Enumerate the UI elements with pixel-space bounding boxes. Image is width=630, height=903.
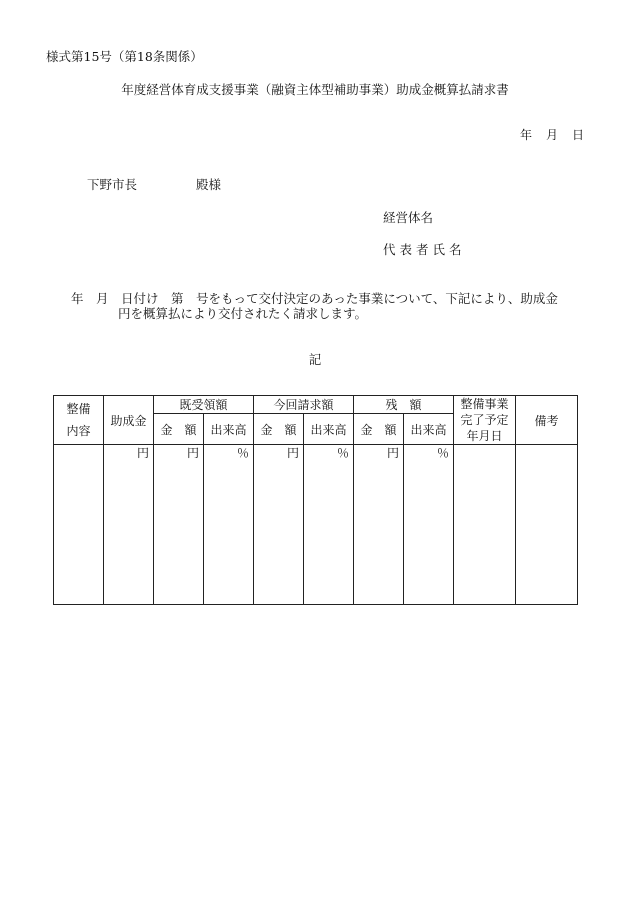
date-day: 日 bbox=[572, 128, 585, 142]
header-content-line2: 内容 bbox=[66, 424, 91, 438]
cell-remaining-completion: ％ bbox=[404, 445, 454, 605]
subheader-remaining-amount: 金 額 bbox=[354, 414, 404, 445]
header-content bbox=[54, 396, 104, 445]
addressee: 下野市長 bbox=[87, 177, 138, 192]
subheader-remaining-completion: 出来高 bbox=[404, 414, 454, 445]
cell-current-completion: ％ bbox=[304, 445, 354, 605]
ki-heading: 記 bbox=[308, 352, 322, 367]
header-completion-line3: 年月日 bbox=[466, 429, 503, 443]
subheader-received-amount: 金 額 bbox=[154, 414, 204, 445]
form-number: 様式第15号（第18条関係） bbox=[46, 49, 203, 64]
subheader-current-completion: 出来高 bbox=[304, 414, 354, 445]
subheader-current-amount: 金 額 bbox=[254, 414, 304, 445]
representative-label: 代表者氏名 bbox=[383, 242, 466, 257]
cell-content bbox=[54, 445, 104, 605]
cell-received-completion: ％ bbox=[204, 445, 254, 605]
date-month: 月 bbox=[546, 128, 559, 142]
header-subsidy: 助成金 bbox=[104, 396, 154, 445]
cell-remaining-amount: 円 bbox=[354, 445, 404, 605]
cell-completion-date bbox=[454, 445, 516, 605]
body-text-line1: 年 月 日付け 第 号をもって交付決定のあった事業について、下記により、助成金 bbox=[71, 291, 558, 306]
header-remarks: 備考 bbox=[516, 396, 578, 445]
cell-subsidy: 円 bbox=[104, 445, 154, 605]
header-completion-line1: 整備事業 bbox=[460, 397, 509, 411]
subheader-received-completion: 出来高 bbox=[204, 414, 254, 445]
header-received: 既受領額 bbox=[154, 396, 254, 414]
cell-current-amount: 円 bbox=[254, 445, 304, 605]
header-content-line1: 整備 bbox=[66, 402, 91, 416]
cell-received-amount: 円 bbox=[154, 445, 204, 605]
header-current: 今回請求額 bbox=[254, 396, 354, 414]
date-year: 年 bbox=[520, 128, 533, 142]
honorific: 殿様 bbox=[196, 177, 222, 192]
header-remaining: 残 額 bbox=[354, 396, 454, 414]
applicant-entity-label: 経営体名 bbox=[383, 210, 434, 225]
claim-table bbox=[53, 395, 578, 605]
header-completion-date bbox=[454, 396, 516, 445]
document-title: 年度経営体育成支援事業（融資主体型補助事業）助成金概算払請求書 bbox=[121, 82, 509, 97]
date-line bbox=[520, 126, 584, 143]
cell-remarks bbox=[516, 445, 578, 605]
body-text-line2: 円を概算払により交付されたく請求します。 bbox=[118, 306, 368, 321]
header-completion-line2: 完了予定 bbox=[460, 413, 509, 427]
